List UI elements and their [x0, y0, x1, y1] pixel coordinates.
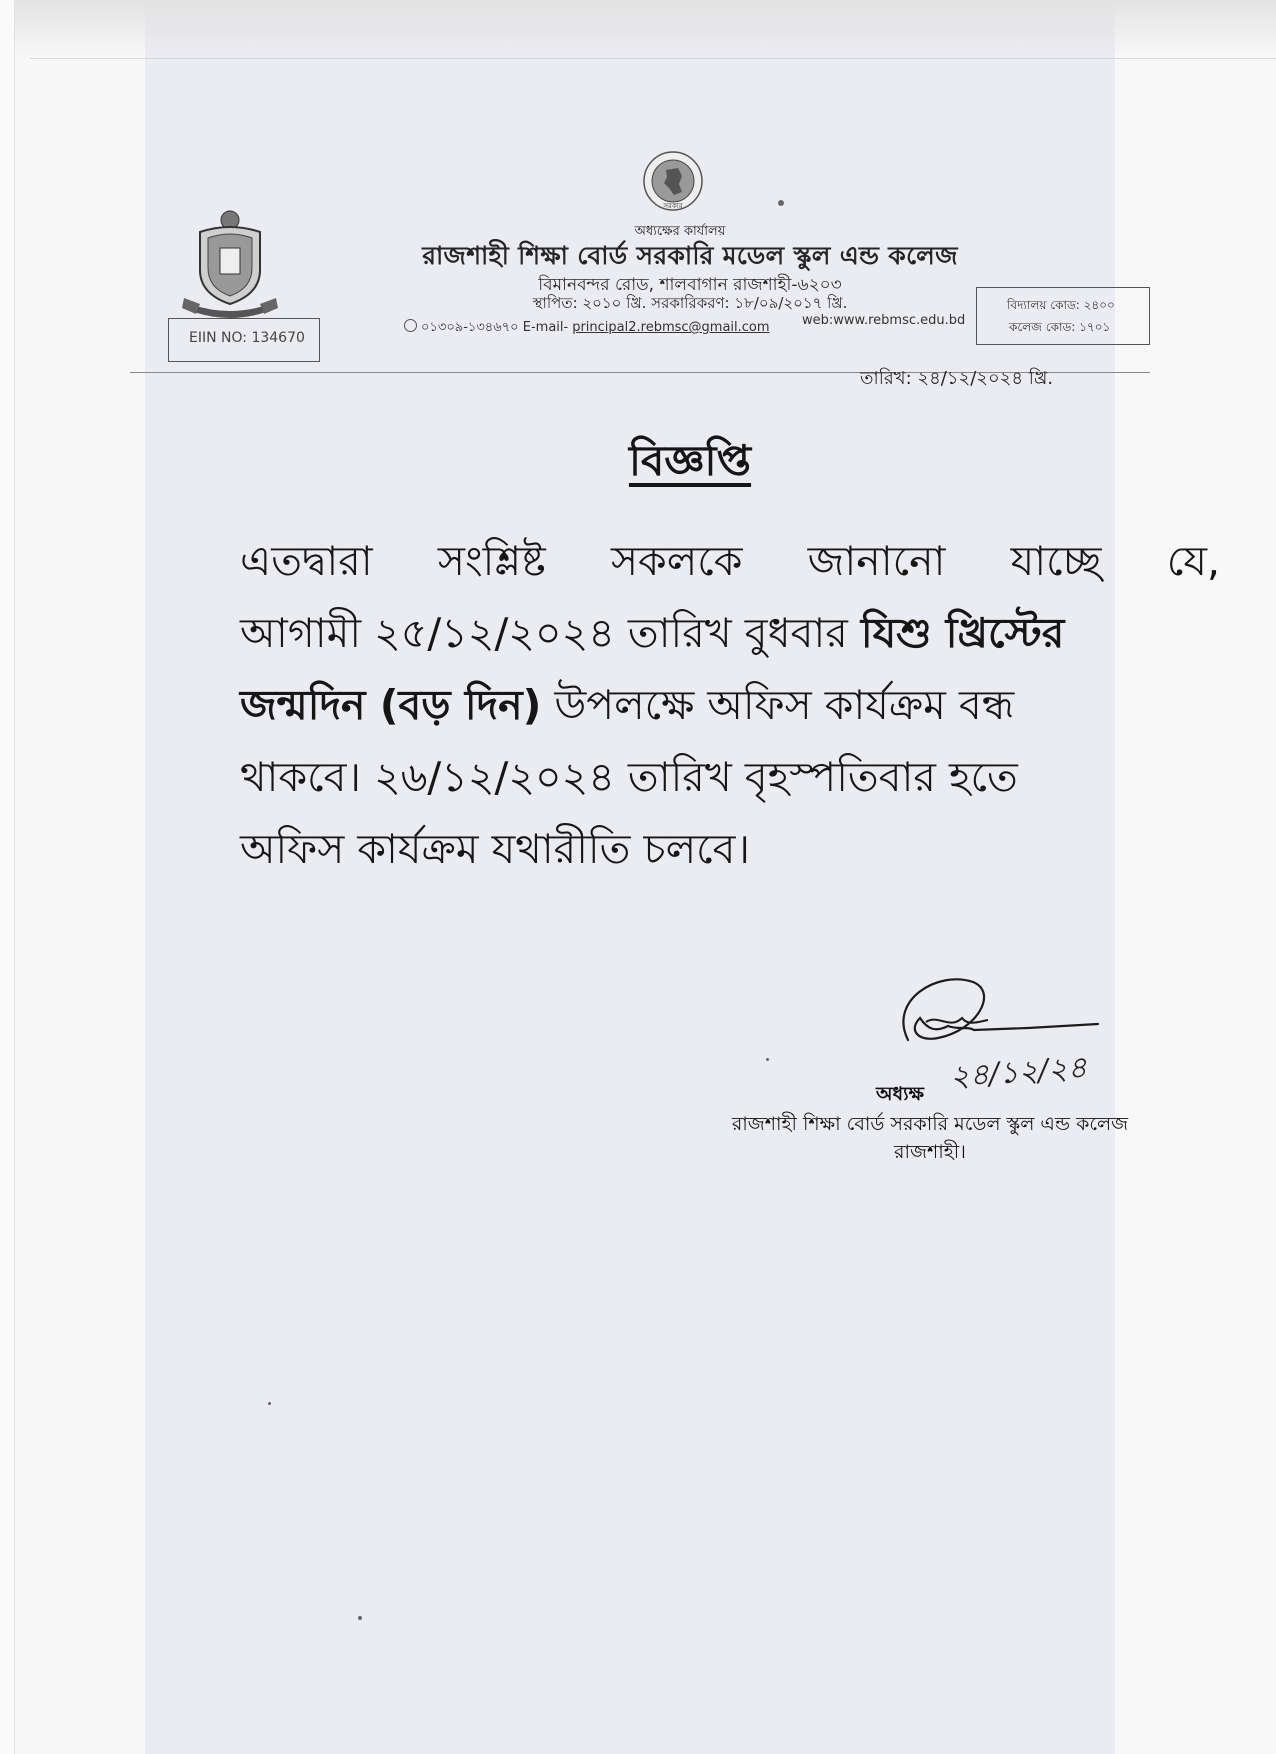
notice-highlight: জন্মদিন (বড় দিন): [240, 681, 542, 729]
institution-crest-icon: [180, 208, 280, 320]
institution-name: রাজশাহী শিক্ষা বোর্ড সরকারি মডেল স্কুল এন্ড কলেজ: [422, 241, 958, 270]
scan-speck: [778, 200, 784, 206]
phone-number: ০১৩০৯-১৩৪৬৭০: [421, 320, 519, 335]
paper-top-edge: [30, 58, 1276, 59]
notice-text: আগামী ২৫/১২/২০২৪ তারিখ বুধবার: [240, 609, 861, 657]
college-code: কলেজ কোড: ১৭০১: [1009, 320, 1111, 334]
scan-speck: [766, 1058, 769, 1061]
scan-top-shadow: [0, 0, 1276, 56]
email-label: E-mail-: [522, 320, 569, 335]
signature-date: ২৪/১২/২৪: [948, 1050, 1089, 1095]
eiin-number: EIIN NO: 134670: [189, 330, 305, 346]
notice-title: বিজ্ঞপ্তি: [628, 436, 752, 485]
scan-margin-left: [0, 0, 145, 1754]
notice-line: এতদ্বারা সংশ্লিষ্ট সকলকে জানানো যাচ্ছে যে,: [240, 537, 1220, 585]
government-seal-icon: [642, 150, 704, 212]
notice-line: অফিস কার্যক্রম যথারীতি চলবে।: [240, 825, 751, 873]
contact-row: [404, 318, 770, 339]
notice-line: থাকবে। ২৬/১২/২০২৪ তারিখ বৃহস্পতিবার হতে: [240, 753, 1018, 801]
notice-date: তারিখ: ২৪/১২/২০২৪ খ্রি.: [860, 368, 1054, 389]
office-line: অধ্যক্ষের কার্যালয়: [634, 224, 726, 239]
signatory-institution: রাজশাহী শিক্ষা বোর্ড সরকারি মডেল স্কুল এন্ড কলেজ: [731, 1113, 1129, 1135]
scan-speck: [358, 1616, 362, 1620]
notice-body: [240, 525, 1220, 885]
phone-icon: [404, 319, 417, 332]
website-link[interactable]: web:www.rebmsc.edu.bd: [802, 313, 966, 328]
scan-speck: [268, 1402, 271, 1405]
school-code: বিদ্যালয় কোড: ২৪০০: [1007, 298, 1115, 312]
notice-line: [240, 669, 1220, 741]
eiin-box: [168, 318, 320, 362]
establishment-info: স্থাপিত: ২০১০ খ্রি. সরকারিকরণ: ১৮/০৯/২০১৭ খ্রি.: [532, 294, 848, 312]
seal-text: সরকার: [663, 202, 683, 210]
scan-paper-edge: [0, 0, 15, 1754]
signatory-role: অধ্যক্ষ: [876, 1083, 925, 1105]
signatory-city: রাজশাহী।: [894, 1141, 966, 1163]
notice-text: উপলক্ষে অফিস কার্যক্রম বন্ধ: [541, 681, 1015, 729]
notice-highlight: যিশু খ্রিস্টের: [860, 609, 1065, 657]
email-link[interactable]: principal2.rebmsc@gmail.com: [572, 320, 770, 335]
institution-address: বিমানবন্দর রোড, শালবাগান রাজশাহী-৬২০৩: [538, 275, 842, 295]
institution-code-box: [976, 287, 1150, 345]
notice-line: [240, 597, 1220, 669]
